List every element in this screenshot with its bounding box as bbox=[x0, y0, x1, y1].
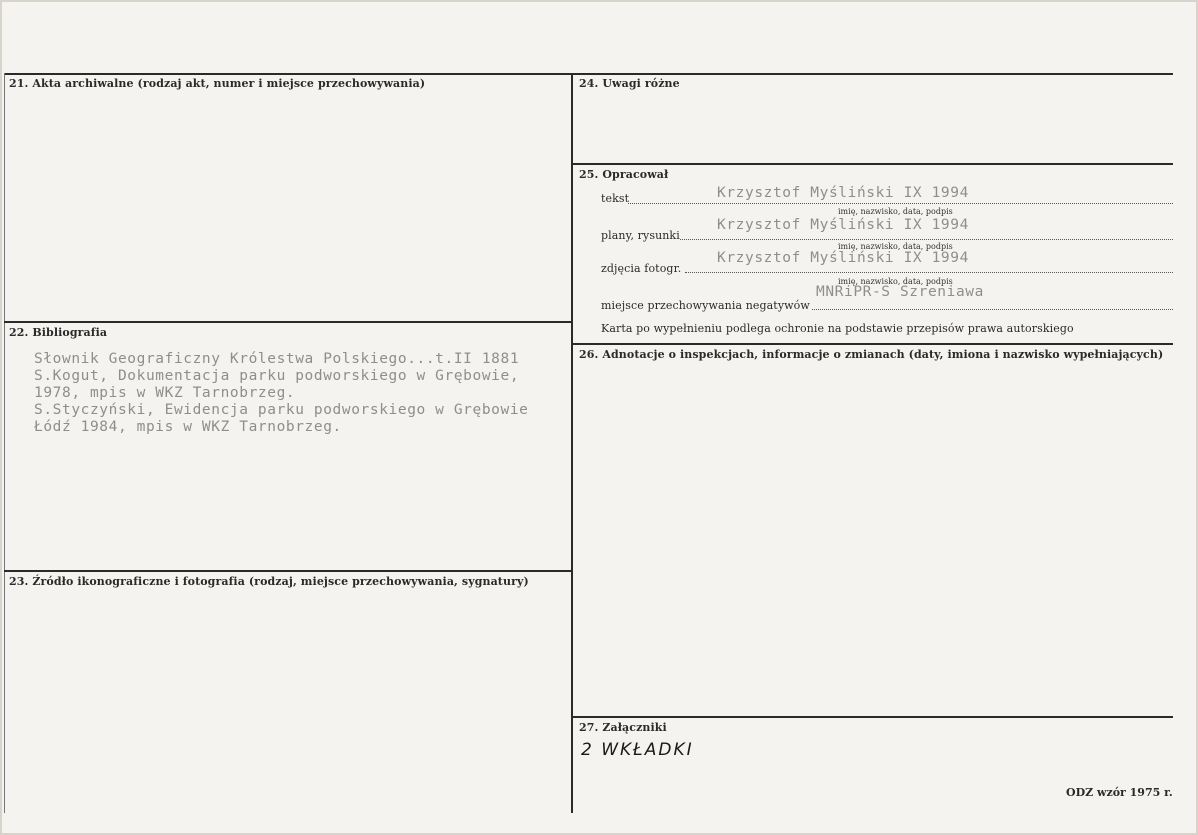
rule-21-22 bbox=[4, 321, 571, 323]
tekst-line bbox=[628, 203, 1173, 204]
rule-24-25 bbox=[571, 163, 1173, 165]
tekst-value: Krzysztof Myśliński IX 1994 bbox=[717, 185, 969, 201]
zdjecia-line bbox=[685, 272, 1173, 273]
zdjecia-caption: imię, nazwisko, data, podpis bbox=[838, 277, 953, 286]
tekst-caption: imię, nazwisko, data, podpis bbox=[838, 207, 953, 216]
section-23-label: 23. Źródło ikonograficzne i fotografia (rodzaj, miejsce przechowywania, sygnatury) bbox=[9, 575, 529, 588]
bibliography-line-3: 1978, mpis w WKZ Tarnobrzeg. bbox=[34, 385, 296, 401]
zdjecia-label: zdjęcia fotogr. bbox=[601, 262, 682, 275]
form-code: ODZ wzór 1975 r. bbox=[1066, 786, 1173, 799]
section-26-label: 26. Adnotacje o inspekcjach, informacje o zmianach (daty, imiona i nazwisko wypełniających) bbox=[579, 348, 1164, 361]
bibliography-line-4: S.Styczyński, Ewidencja parku podworskiego w Grębowie bbox=[34, 402, 529, 418]
attachments-handwritten: 2 WKŁADKI bbox=[581, 740, 694, 760]
bibliography-line-5: Łódź 1984, mpis w WKZ Tarnobrzeg. bbox=[34, 419, 342, 435]
section-24-label: 24. Uwagi różne bbox=[579, 77, 680, 90]
negatywy-line bbox=[812, 309, 1173, 310]
rule-22-23 bbox=[4, 570, 571, 572]
plany-label: plany, rysunki bbox=[601, 229, 680, 242]
bibliography-line-2: S.Kogut, Dokumentacja parku podworskiego w Grębowie, bbox=[34, 368, 520, 384]
top-rule bbox=[4, 73, 1173, 75]
rule-26-27 bbox=[571, 716, 1173, 718]
center-divider bbox=[571, 73, 573, 813]
left-border bbox=[4, 73, 5, 813]
section-25-label: 25. Opracował bbox=[579, 168, 669, 181]
section-22-label: 22. Bibliografia bbox=[9, 326, 108, 339]
plany-value: Krzysztof Myśliński IX 1994 bbox=[717, 217, 969, 233]
zdjecia-value: Krzysztof Myśliński IX 1994 bbox=[717, 250, 969, 266]
plany-caption: imię, nazwisko, data, podpis bbox=[838, 242, 953, 251]
negatywy-value: MNRiPR-S Szreniawa bbox=[816, 284, 984, 300]
copyright-notice: Karta po wypełnieniu podlega ochronie na podstawie przepisów prawa autorskiego bbox=[601, 322, 1074, 335]
plany-line bbox=[680, 239, 1173, 240]
section-21-label: 21. Akta archiwalne (rodzaj akt, numer i miejsce przechowywania) bbox=[9, 77, 426, 90]
section-27-label: 27. Załączniki bbox=[579, 721, 667, 734]
tekst-label: tekst bbox=[601, 192, 630, 205]
rule-25-26 bbox=[571, 343, 1173, 345]
bibliography-line-1: Słownik Geograficzny Królestwa Polskiego...t.II 1881 bbox=[34, 351, 520, 367]
negatywy-label: miejsce przechowywania negatywów bbox=[601, 299, 810, 312]
